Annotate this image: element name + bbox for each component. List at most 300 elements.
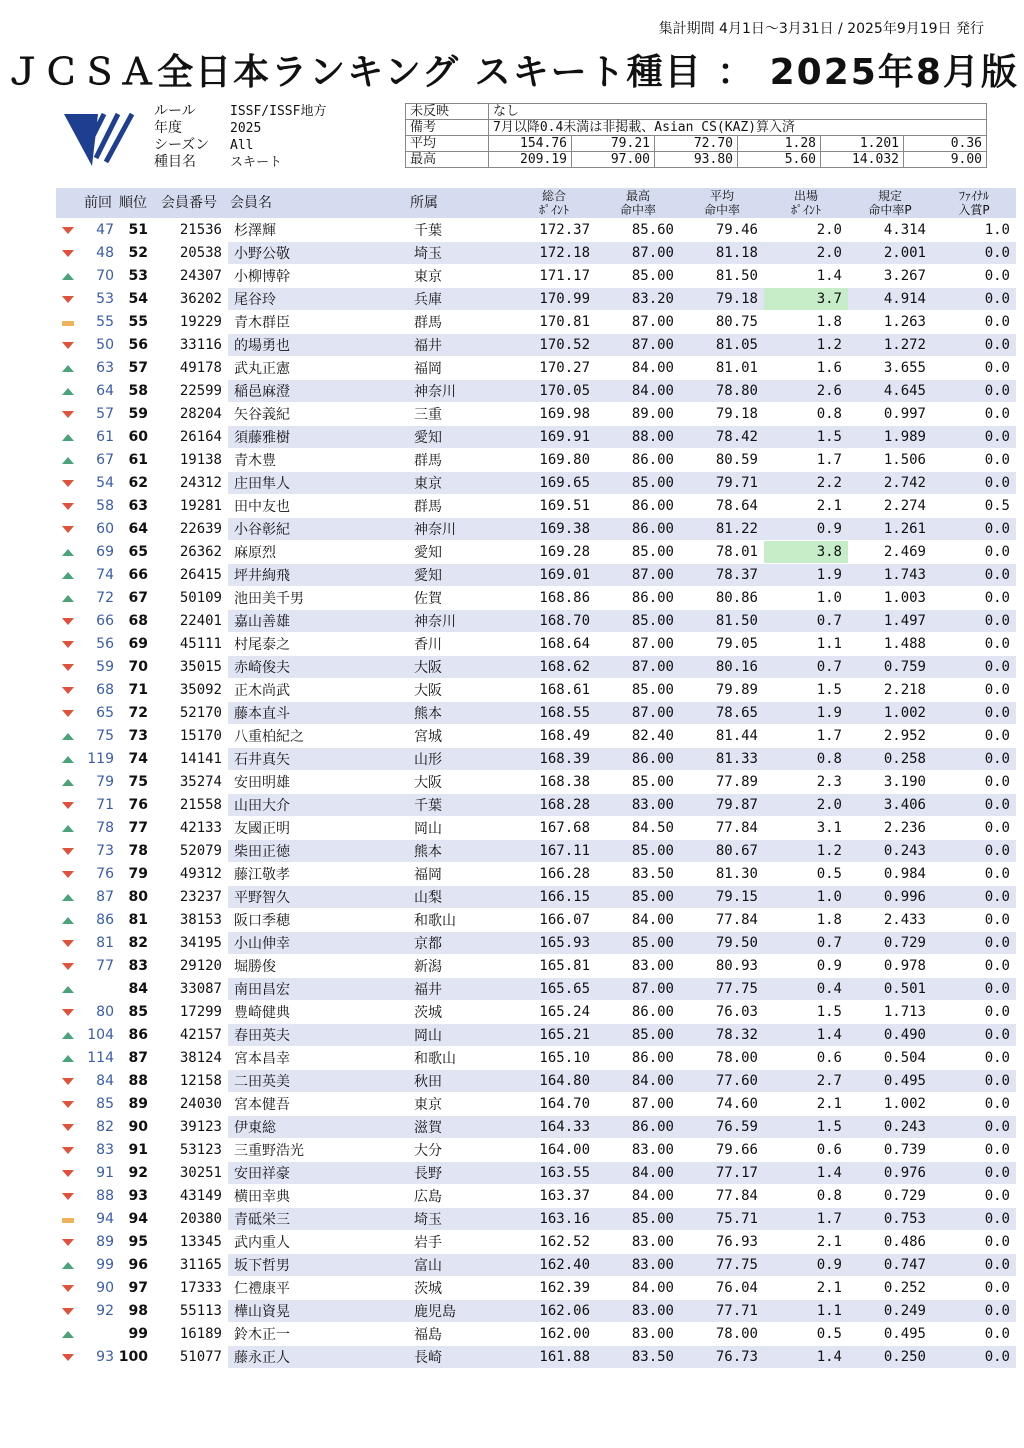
member-name: 小山伸幸 — [228, 932, 408, 955]
member-number: 24312 — [150, 472, 228, 495]
entry-points: 2.1 — [764, 495, 848, 518]
best-hit-rate: 89.00 — [596, 403, 680, 426]
entry-points: 1.5 — [764, 679, 848, 702]
down-arrow-icon — [62, 296, 74, 303]
entry-points: 2.0 — [764, 219, 848, 242]
up-arrow-icon — [62, 434, 74, 441]
affiliation: 佐賀 — [408, 587, 512, 610]
affiliation: 長野 — [408, 1162, 512, 1185]
regulation-points: 1.272 — [848, 334, 932, 357]
regulation-points: 0.501 — [848, 978, 932, 1001]
up-arrow-icon — [62, 388, 74, 395]
final-points: 0.0 — [932, 610, 1016, 633]
total-points: 169.01 — [512, 564, 596, 587]
final-points: 0.0 — [932, 1185, 1016, 1208]
member-number: 53123 — [150, 1139, 228, 1162]
regulation-points: 4.914 — [848, 288, 932, 311]
member-name: 青木豊 — [228, 449, 408, 472]
rank: 90 — [116, 1116, 150, 1139]
entry-points: 0.6 — [764, 1047, 848, 1070]
previous-rank: 94 — [80, 1208, 116, 1231]
entry-points: 1.1 — [764, 633, 848, 656]
up-arrow-icon — [62, 457, 74, 464]
average-hit-rate: 75.71 — [680, 1208, 764, 1231]
previous-rank: 64 — [80, 380, 116, 403]
regulation-points: 1.506 — [848, 449, 932, 472]
average-hit-rate: 81.05 — [680, 334, 764, 357]
previous-rank: 58 — [80, 495, 116, 518]
affiliation: 群馬 — [408, 495, 512, 518]
trend-cell — [56, 1254, 80, 1277]
rank: 70 — [116, 656, 150, 679]
affiliation: 大阪 — [408, 771, 512, 794]
info-year: 年度 2025 — [154, 120, 262, 136]
average-hit-rate: 79.66 — [680, 1139, 764, 1162]
regulation-points: 1.261 — [848, 518, 932, 541]
member-number: 51077 — [150, 1346, 228, 1369]
final-points: 0.0 — [932, 863, 1016, 886]
previous-rank: 68 — [80, 679, 116, 702]
rank: 87 — [116, 1047, 150, 1070]
previous-rank: 66 — [80, 610, 116, 633]
trend-cell — [56, 1162, 80, 1185]
average-hit-rate: 80.75 — [680, 311, 764, 334]
down-arrow-icon — [62, 250, 74, 257]
rank: 83 — [116, 955, 150, 978]
member-name: 平野智久 — [228, 886, 408, 909]
affiliation: 群馬 — [408, 311, 512, 334]
final-points: 0.0 — [932, 771, 1016, 794]
best-hit-rate: 85.60 — [596, 219, 680, 242]
member-name: 田中友也 — [228, 495, 408, 518]
rank: 63 — [116, 495, 150, 518]
affiliation: 千葉 — [408, 794, 512, 817]
total-points: 169.51 — [512, 495, 596, 518]
member-number: 21558 — [150, 794, 228, 817]
affiliation: 山形 — [408, 748, 512, 771]
member-name: 柴田正徳 — [228, 840, 408, 863]
final-points: 0.0 — [932, 702, 1016, 725]
trend-cell — [56, 610, 80, 633]
affiliation: 福岡 — [408, 863, 512, 886]
member-name: 須藤雅樹 — [228, 426, 408, 449]
final-points: 0.0 — [932, 817, 1016, 840]
entry-points: 1.5 — [764, 1001, 848, 1024]
total-points: 170.52 — [512, 334, 596, 357]
best-hit-rate: 83.00 — [596, 794, 680, 817]
average-hit-rate: 76.73 — [680, 1346, 764, 1369]
entry-points: 0.7 — [764, 932, 848, 955]
trend-cell — [56, 886, 80, 909]
best-hit-rate: 87.00 — [596, 311, 680, 334]
rank: 98 — [116, 1300, 150, 1323]
total-points: 169.91 — [512, 426, 596, 449]
up-arrow-icon — [62, 365, 74, 372]
final-points: 0.0 — [932, 311, 1016, 334]
table-row — [56, 1231, 1016, 1254]
issue-info: 集計期間 4月1日～3月31日 / 2025年9月19日 発行 — [658, 21, 984, 37]
total-points: 163.16 — [512, 1208, 596, 1231]
trend-cell — [56, 1277, 80, 1300]
total-points: 172.37 — [512, 219, 596, 242]
best-hit-rate: 83.00 — [596, 1323, 680, 1346]
best-hit-rate: 83.00 — [596, 1231, 680, 1254]
member-name: 武内重人 — [228, 1231, 408, 1254]
previous-rank: 72 — [80, 587, 116, 610]
affiliation: 滋賀 — [408, 1116, 512, 1139]
best-hit-rate: 83.50 — [596, 863, 680, 886]
regulation-points: 1.002 — [848, 1093, 932, 1116]
best-hit-rate: 84.00 — [596, 357, 680, 380]
entry-points: 2.0 — [764, 794, 848, 817]
average-hit-rate: 79.50 — [680, 932, 764, 955]
trend-cell — [56, 311, 80, 334]
total-points: 162.52 — [512, 1231, 596, 1254]
member-name: 二田英美 — [228, 1070, 408, 1093]
regulation-points: 2.218 — [848, 679, 932, 702]
total-points: 165.10 — [512, 1047, 596, 1070]
rank: 66 — [116, 564, 150, 587]
final-points: 0.0 — [932, 1323, 1016, 1346]
average-hit-rate: 81.18 — [680, 242, 764, 265]
rank: 56 — [116, 334, 150, 357]
member-name: 藤江敬孝 — [228, 863, 408, 886]
table-row — [56, 1208, 1016, 1231]
summary-table — [405, 103, 987, 168]
member-name: 鈴木正一 — [228, 1323, 408, 1346]
member-number: 38124 — [150, 1047, 228, 1070]
entry-points: 1.7 — [764, 449, 848, 472]
total-points: 164.00 — [512, 1139, 596, 1162]
trend-cell — [56, 1047, 80, 1070]
affiliation: 福島 — [408, 1323, 512, 1346]
best-hit-rate: 83.00 — [596, 1139, 680, 1162]
member-number: 19229 — [150, 311, 228, 334]
final-points: 0.0 — [932, 587, 1016, 610]
table-row — [56, 518, 1016, 541]
jcsa-logo-icon — [62, 110, 142, 166]
previous-rank: 67 — [80, 449, 116, 472]
member-name: 嘉山善雄 — [228, 610, 408, 633]
total-points: 169.28 — [512, 541, 596, 564]
final-points: 0.0 — [932, 886, 1016, 909]
best-hit-rate: 86.00 — [596, 1116, 680, 1139]
total-points: 170.99 — [512, 288, 596, 311]
member-number: 30251 — [150, 1162, 228, 1185]
best-hit-rate: 85.00 — [596, 472, 680, 495]
affiliation: 埼玉 — [408, 242, 512, 265]
member-number: 42157 — [150, 1024, 228, 1047]
best-hit-rate: 83.50 — [596, 1346, 680, 1369]
trend-cell — [56, 702, 80, 725]
up-arrow-icon — [62, 825, 74, 832]
member-name: 宮本昌幸 — [228, 1047, 408, 1070]
final-points: 0.0 — [932, 518, 1016, 541]
total-points: 169.80 — [512, 449, 596, 472]
affiliation: 宮城 — [408, 725, 512, 748]
table-row — [56, 495, 1016, 518]
member-number: 12158 — [150, 1070, 228, 1093]
affiliation: 山梨 — [408, 886, 512, 909]
down-arrow-icon — [62, 342, 74, 349]
trend-cell — [56, 1070, 80, 1093]
previous-rank: 63 — [80, 357, 116, 380]
total-points: 166.15 — [512, 886, 596, 909]
entry-points: 1.5 — [764, 1116, 848, 1139]
previous-rank — [80, 1323, 116, 1346]
entry-points: 1.2 — [764, 840, 848, 863]
trend-cell — [56, 679, 80, 702]
best-hit-rate: 83.00 — [596, 1300, 680, 1323]
previous-rank: 86 — [80, 909, 116, 932]
best-hit-rate: 87.00 — [596, 334, 680, 357]
previous-rank: 119 — [80, 748, 116, 771]
trend-cell — [56, 472, 80, 495]
previous-rank: 65 — [80, 702, 116, 725]
member-number: 21536 — [150, 219, 228, 242]
member-number: 49312 — [150, 863, 228, 886]
regulation-points: 0.976 — [848, 1162, 932, 1185]
average-hit-rate: 78.80 — [680, 380, 764, 403]
table-row — [56, 1001, 1016, 1024]
member-number: 34195 — [150, 932, 228, 955]
rank: 71 — [116, 679, 150, 702]
member-number: 20380 — [150, 1208, 228, 1231]
final-points: 0.0 — [932, 1208, 1016, 1231]
table-row — [56, 610, 1016, 633]
trend-cell — [56, 909, 80, 932]
trend-cell — [56, 656, 80, 679]
rank: 99 — [116, 1323, 150, 1346]
table-row — [56, 679, 1016, 702]
trend-cell — [56, 265, 80, 288]
final-points: 0.0 — [932, 564, 1016, 587]
average-hit-rate: 79.89 — [680, 679, 764, 702]
member-number: 26415 — [150, 564, 228, 587]
rank: 92 — [116, 1162, 150, 1185]
header-entry — [764, 188, 848, 219]
affiliation: 埼玉 — [408, 1208, 512, 1231]
ranking-body — [56, 219, 1016, 1369]
table-row — [56, 1070, 1016, 1093]
average-hit-rate: 76.93 — [680, 1231, 764, 1254]
table-row — [56, 863, 1016, 886]
average-hit-rate: 77.75 — [680, 978, 764, 1001]
trend-cell — [56, 403, 80, 426]
average-hit-rate: 78.01 — [680, 541, 764, 564]
affiliation: 福岡 — [408, 357, 512, 380]
previous-rank: 74 — [80, 564, 116, 587]
member-number: 22639 — [150, 518, 228, 541]
regulation-points: 1.989 — [848, 426, 932, 449]
final-points: 0.0 — [932, 909, 1016, 932]
rank: 82 — [116, 932, 150, 955]
average-hit-rate: 76.59 — [680, 1116, 764, 1139]
final-points: 0.0 — [932, 794, 1016, 817]
entry-points: 1.1 — [764, 1300, 848, 1323]
final-points: 0.0 — [932, 932, 1016, 955]
best-hit-rate: 86.00 — [596, 449, 680, 472]
entry-points: 3.8 — [764, 541, 848, 564]
regulation-points: 2.742 — [848, 472, 932, 495]
member-name: 安田祥豪 — [228, 1162, 408, 1185]
trend-cell — [56, 725, 80, 748]
table-row — [56, 357, 1016, 380]
regulation-points: 0.495 — [848, 1070, 932, 1093]
entry-points: 0.8 — [764, 1185, 848, 1208]
table-row — [56, 932, 1016, 955]
affiliation: 千葉 — [408, 219, 512, 242]
table-row — [56, 242, 1016, 265]
regulation-points: 0.739 — [848, 1139, 932, 1162]
rank: 86 — [116, 1024, 150, 1047]
previous-rank: 79 — [80, 771, 116, 794]
average-hit-rate: 80.93 — [680, 955, 764, 978]
entry-points: 1.8 — [764, 909, 848, 932]
final-points: 0.0 — [932, 1277, 1016, 1300]
member-number: 35274 — [150, 771, 228, 794]
member-number: 19138 — [150, 449, 228, 472]
entry-points: 1.7 — [764, 725, 848, 748]
summary-average-row: 平均 154.76 79.21 72.70 1.28 1.201 0.36 — [406, 136, 987, 152]
final-points: 1.0 — [932, 219, 1016, 242]
member-name: 池田美千男 — [228, 587, 408, 610]
best-hit-rate: 83.00 — [596, 955, 680, 978]
trend-cell — [56, 334, 80, 357]
affiliation: 岡山 — [408, 817, 512, 840]
rank: 57 — [116, 357, 150, 380]
final-points: 0.0 — [932, 955, 1016, 978]
regulation-points: 0.747 — [848, 1254, 932, 1277]
table-row — [56, 1139, 1016, 1162]
total-points: 167.68 — [512, 817, 596, 840]
member-name: 豊崎健典 — [228, 1001, 408, 1024]
previous-rank: 55 — [80, 311, 116, 334]
trend-cell — [56, 1139, 80, 1162]
member-number: 14141 — [150, 748, 228, 771]
trend-cell — [56, 1208, 80, 1231]
average-hit-rate: 77.75 — [680, 1254, 764, 1277]
previous-rank: 89 — [80, 1231, 116, 1254]
entry-points: 1.8 — [764, 311, 848, 334]
regulation-points: 1.497 — [848, 610, 932, 633]
header-best-line: 命中率 — [619, 203, 656, 217]
member-name: 阪口季穂 — [228, 909, 408, 932]
entry-points: 0.8 — [764, 748, 848, 771]
info-event: 種目名 スキート — [154, 154, 283, 170]
total-points: 166.28 — [512, 863, 596, 886]
total-points: 170.05 — [512, 380, 596, 403]
best-hit-rate: 87.00 — [596, 656, 680, 679]
table-row — [56, 1300, 1016, 1323]
total-points: 162.39 — [512, 1277, 596, 1300]
entry-points: 1.4 — [764, 1346, 848, 1369]
affiliation: 秋田 — [408, 1070, 512, 1093]
member-number: 55113 — [150, 1300, 228, 1323]
regulation-points: 2.469 — [848, 541, 932, 564]
average-hit-rate: 77.71 — [680, 1300, 764, 1323]
affiliation: 長崎 — [408, 1346, 512, 1369]
affiliation: 兵庫 — [408, 288, 512, 311]
final-points: 0.0 — [932, 978, 1016, 1001]
entry-points: 0.7 — [764, 610, 848, 633]
member-number: 20538 — [150, 242, 228, 265]
affiliation: 大阪 — [408, 679, 512, 702]
member-name: 村尾泰之 — [228, 633, 408, 656]
table-row — [56, 1185, 1016, 1208]
table-row — [56, 1277, 1016, 1300]
summary-note-row: 備考 7月以降0.4未満は非掲載、Asian CS(KAZ)算入済 — [406, 120, 987, 136]
previous-rank: 69 — [80, 541, 116, 564]
member-number: 26362 — [150, 541, 228, 564]
member-number: 26164 — [150, 426, 228, 449]
previous-rank: 70 — [80, 265, 116, 288]
member-number: 39123 — [150, 1116, 228, 1139]
best-hit-rate: 85.00 — [596, 886, 680, 909]
previous-rank: 54 — [80, 472, 116, 495]
member-number: 17333 — [150, 1277, 228, 1300]
previous-rank: 60 — [80, 518, 116, 541]
trend-cell — [56, 380, 80, 403]
affiliation: 東京 — [408, 1093, 512, 1116]
table-row — [56, 219, 1016, 242]
member-name: 石井真矢 — [228, 748, 408, 771]
regulation-points: 1.488 — [848, 633, 932, 656]
rank: 78 — [116, 840, 150, 863]
best-hit-rate: 84.00 — [596, 1185, 680, 1208]
final-points: 0.0 — [932, 288, 1016, 311]
total-points: 163.37 — [512, 1185, 596, 1208]
best-hit-rate: 84.00 — [596, 1277, 680, 1300]
final-points: 0.0 — [932, 541, 1016, 564]
previous-rank: 56 — [80, 633, 116, 656]
final-points: 0.0 — [932, 472, 1016, 495]
table-row — [56, 449, 1016, 472]
affiliation: 茨城 — [408, 1277, 512, 1300]
previous-rank: 59 — [80, 656, 116, 679]
affiliation: 新潟 — [408, 955, 512, 978]
rank: 55 — [116, 311, 150, 334]
best-hit-rate: 84.00 — [596, 1162, 680, 1185]
final-points: 0.0 — [932, 1300, 1016, 1323]
up-arrow-icon — [62, 595, 74, 602]
member-number: 24030 — [150, 1093, 228, 1116]
average-hit-rate: 81.44 — [680, 725, 764, 748]
down-arrow-icon — [62, 1308, 74, 1315]
down-arrow-icon — [62, 641, 74, 648]
member-name: 樺山資晃 — [228, 1300, 408, 1323]
rank: 67 — [116, 587, 150, 610]
total-points: 165.21 — [512, 1024, 596, 1047]
average-hit-rate: 80.16 — [680, 656, 764, 679]
total-points: 164.80 — [512, 1070, 596, 1093]
table-row — [56, 794, 1016, 817]
header-affiliation: 所属 — [408, 188, 512, 219]
best-hit-rate: 85.00 — [596, 932, 680, 955]
best-hit-rate: 86.00 — [596, 748, 680, 771]
header-best — [596, 188, 680, 219]
entry-points: 2.0 — [764, 242, 848, 265]
trend-cell — [56, 978, 80, 1001]
final-points: 0.0 — [932, 265, 1016, 288]
table-row — [56, 978, 1016, 1001]
member-number: 50109 — [150, 587, 228, 610]
previous-rank: 50 — [80, 334, 116, 357]
trend-cell — [56, 541, 80, 564]
rank: 60 — [116, 426, 150, 449]
rank: 80 — [116, 886, 150, 909]
no-change-icon — [62, 1218, 74, 1223]
